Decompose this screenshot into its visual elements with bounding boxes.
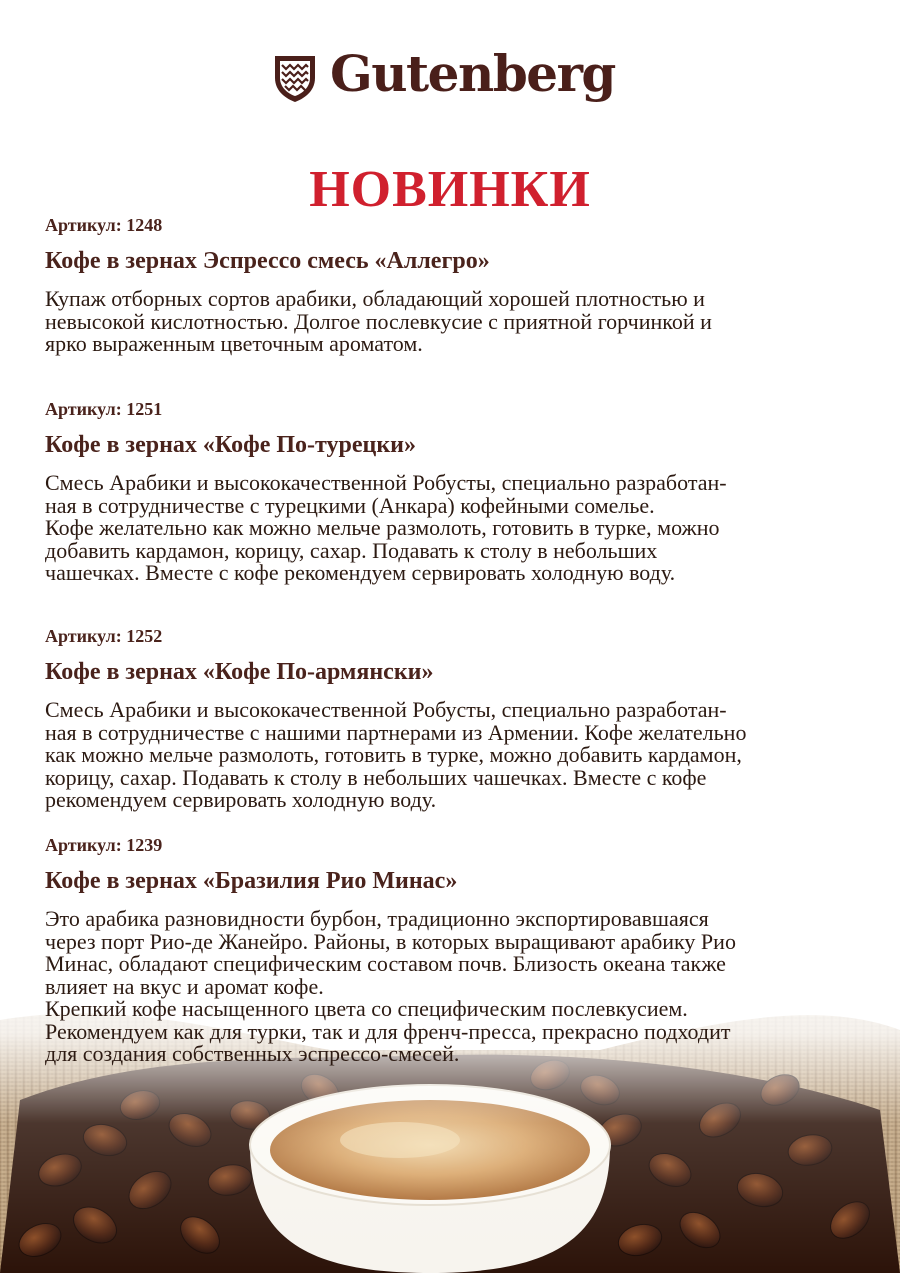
product-description: Это арабика разновидности бурбон, традиционно экспортировавшаяся через порт Рио-де Жанейро. Районы, в которых выращивают арабику Рио Минас, обладают специфическим составом почв. Близость океана также влияет на вкус и аромат кофе. Крепкий кофе насыщенного цвета со специфическим послевкусием. Рекомендуем как для турки, так и для френч-пресса, прекрасно подходит для создания собственных эспрессо-смесей. [45,906,736,1066]
product-description: Смесь Арабики и высококачественной Робусты, специально разработан- ная в сотрудничестве с турецкими (Анкара) кофейными сомелье. Кофе желательно как можно мельче размолоть, готовить в турке, можно добавить кардамон, корицу, сахар. Подавать к столу в небольших чашечках. Вместе с кофе рекомендуем сервировать холодную воду. [45,470,727,585]
product-sku: Артикул: 1239 [45,835,163,855]
brand-name: Gutenberg [330,44,615,103]
product-sku: Артикул: 1248 [45,215,163,235]
product-name: Кофе в зернах «Кофе По-армянски» [45,659,434,685]
product-name: Кофе в зернах Эспрессо смесь «Аллегро» [45,248,490,274]
striped-shield-icon [273,54,317,104]
product-item [45,398,865,585]
product-item [45,214,865,356]
product-item [45,625,865,812]
brand-logo [0,44,900,118]
product-sku: Артикул: 1251 [45,399,163,419]
product-description: Смесь Арабики и высококачественной Робусты, специально разработан- ная в сотрудничестве с нашими партнерами из Армении. Кофе желательно как можно мельче размолоть, готовить в турке, можно добавить кардамон, корицу, сахар. Подавать к столу в небольших чашечках. Вместе с кофе рекомендуем сервировать холодную воду. [45,697,747,812]
product-name: Кофе в зернах «Бразилия Рио Минас» [45,868,458,894]
product-item [45,834,865,1066]
page-title: НОВИНКИ [309,161,591,218]
product-description: Купаж отборных сортов арабики, обладающий хорошей плотностью и невысокой кислотностью. Долгое послевкусие с приятной горчинкой и ярко выраженным цветочным ароматом. [45,286,712,356]
product-sku: Артикул: 1252 [45,626,163,646]
product-name: Кофе в зернах «Кофе По-турецки» [45,432,416,458]
